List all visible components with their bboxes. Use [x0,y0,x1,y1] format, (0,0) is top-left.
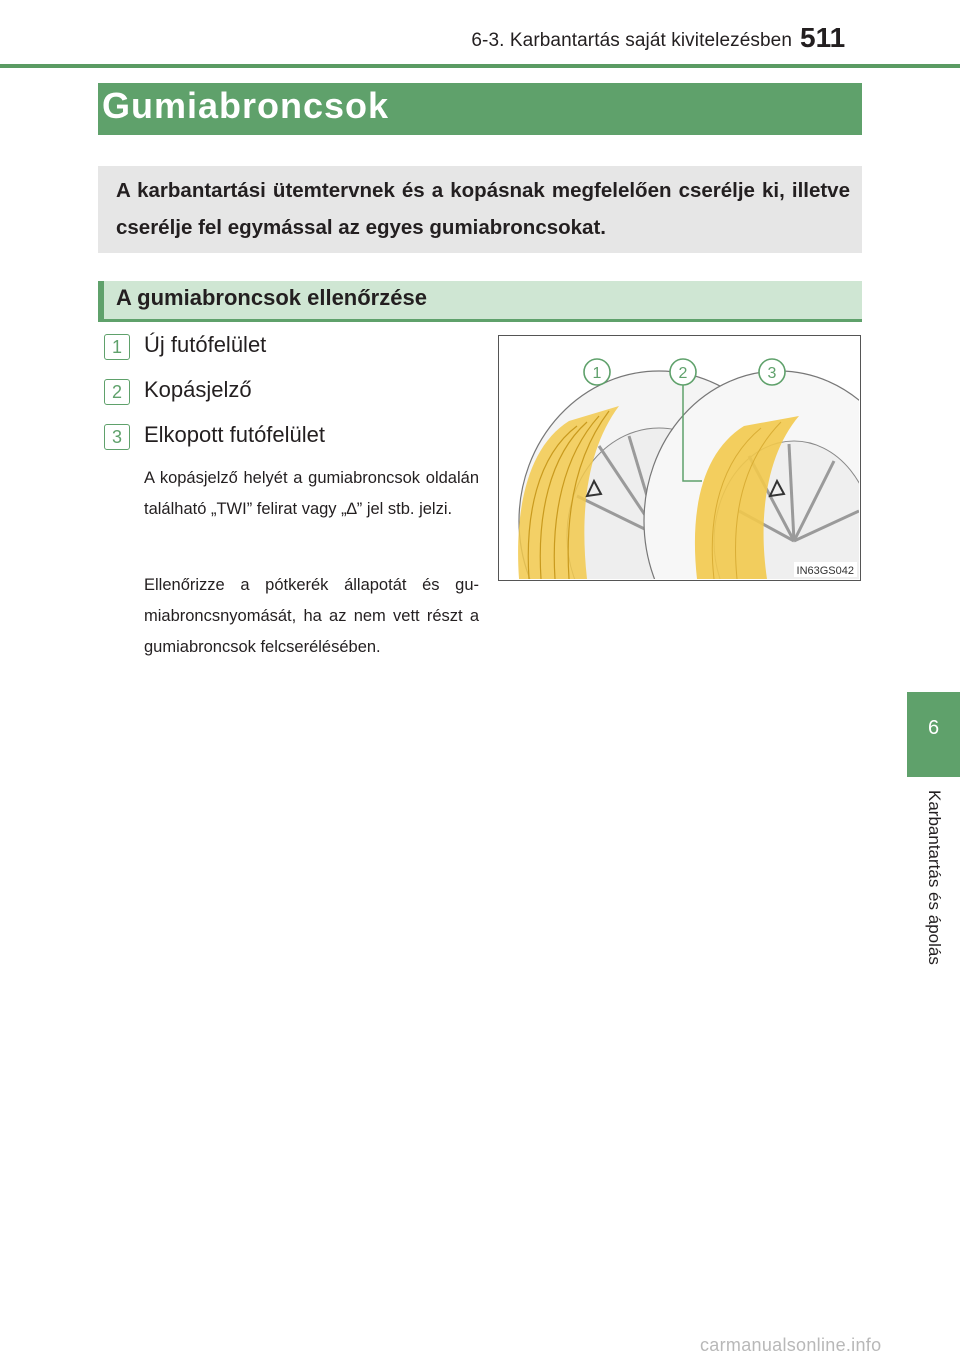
section-heading: A gumiabroncsok ellenőrzése [116,285,427,310]
chapter-side-label: Karbantartás és ápolás [925,790,944,965]
section-heading-rule [98,319,862,322]
tire-illustration-svg [499,336,859,579]
item-label: Elkopott futófelület [144,422,326,447]
callout-1: 1 [592,365,602,382]
tire-illustration [498,335,861,581]
watermark: carmanualsonline.info [700,1335,882,1355]
header-rule [0,64,960,68]
intro-text: A karbantartási ütemtervnek és a kopásnak megfelelően cserélje ki, illetve cserélje fel egymással az egyes gumiabroncsokat. [116,179,850,239]
note-paragraph: A kopásjelző helyét a gumiabroncsok oldalán található „TWI” felirat vagy „∆” jel stb. jelzi. [144,469,479,518]
page-number: 511 [800,22,846,53]
chapter-title: Gumiabroncsok [102,85,390,126]
chapter-side-tab-number: 6 [927,717,940,739]
item-label: Új futófelület [144,332,267,357]
item-number-badge: 3 [104,424,130,450]
item-label: Kopásjelző [144,377,252,402]
note-paragraph: Ellenőrizze a pótkerék állapotát és gu-miabroncsnyomását, ha az nem vett részt a gumiabroncsok felcserélésében. [144,576,479,656]
callout-2: 2 [678,365,688,382]
callout-3: 3 [767,365,777,382]
figure-code: IN63GS042 [796,565,854,577]
item-number-badge: 1 [104,334,130,360]
running-header-title: 6-3. Karbantartás saját kivitelezésben [471,30,792,51]
item-number-badge: 2 [104,379,130,405]
